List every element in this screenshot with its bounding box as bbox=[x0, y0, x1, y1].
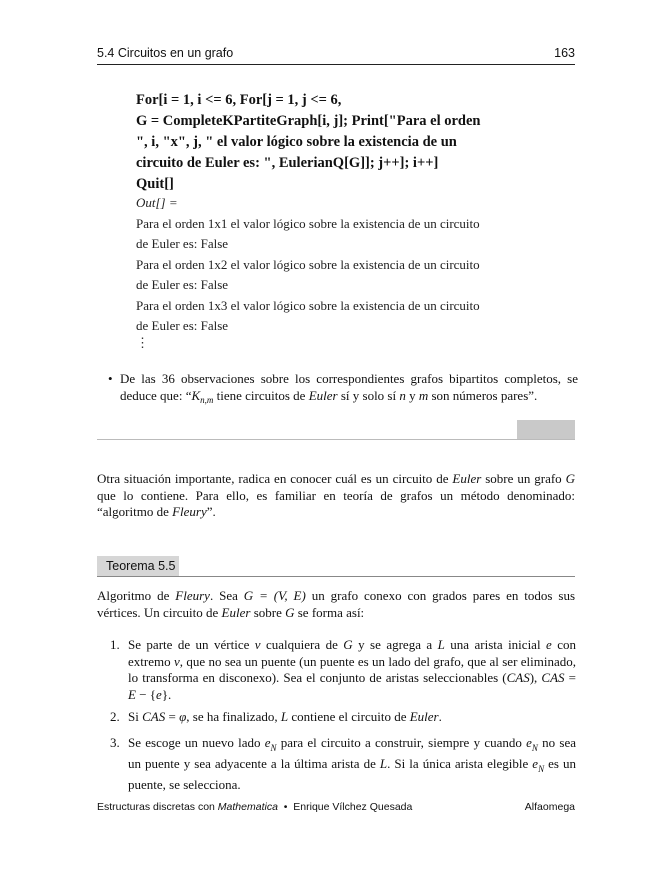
code-line: ", i, "x", j, " el valor lógico sobre la existencia de un bbox=[136, 134, 457, 150]
section-title: 5.4 Circuitos en un grafo bbox=[97, 46, 234, 60]
code-line: Quit[] bbox=[136, 176, 174, 192]
output-line: de Euler es: False bbox=[136, 318, 229, 333]
code-line: G = CompleteKPartiteGraph[i, j]; Print["Para el orden bbox=[136, 113, 481, 129]
bullet-text: De las 36 observaciones sobre los correspondientes grafos bipartitos completos, se deduce que: “$K_{n,m}$ tiene circuitos de Euler sí y solo sí n y m son números pares”. bbox=[120, 371, 578, 406]
code-line: For[i = 1, i <= 6, For[j = 1, j <= 6, bbox=[136, 92, 342, 108]
output-line: Para el orden 1x2 el valor lógico sobre la existencia de un circuito bbox=[136, 256, 480, 272]
vertical-ellipsis: ⋮ bbox=[136, 335, 149, 350]
body-paragraph: Otra situación importante, radica en conocer cuál es un circuito de Euler sobre un grafo G que lo contiene. Para ello, es familiar en teoría de grafos un método denominado: “algoritmo de Fleury”. bbox=[97, 471, 575, 519]
theorem-rule bbox=[97, 576, 575, 577]
bullet-marker: • bbox=[108, 371, 113, 386]
page-number: 163 bbox=[554, 46, 575, 60]
output-line: de Euler es: False bbox=[136, 236, 229, 251]
footer-publisher: Alfaomega bbox=[524, 801, 575, 813]
theorem-intro: Algoritmo de Fleury. Sea G = (V, E) un grafo conexo con grados pares en todos sus vértices. Un circuito de Euler sobre G se forma así: bbox=[97, 588, 575, 620]
code-line: circuito de Euler es: ", EulerianQ[G]]; j++]; i++] bbox=[136, 155, 439, 171]
output-line: de Euler es: False bbox=[136, 277, 229, 292]
output-line: Para el orden 1x1 el valor lógico sobre la existencia de un circuito bbox=[136, 215, 480, 231]
output-block bbox=[136, 193, 556, 337]
code-block bbox=[136, 90, 536, 195]
output-line: Para el orden 1x3 el valor lógico sobre la existencia de un circuito bbox=[136, 297, 480, 313]
gray-box bbox=[517, 420, 575, 439]
footer-book-info: Estructuras discretas con Mathematica • Enrique Vílchez Quesada bbox=[97, 801, 413, 813]
out-label: Out[] = bbox=[136, 195, 178, 210]
box-bottom-rule bbox=[97, 439, 575, 440]
header-rule bbox=[97, 64, 575, 65]
theorem-title: Teorema 5.5 bbox=[97, 556, 179, 576]
